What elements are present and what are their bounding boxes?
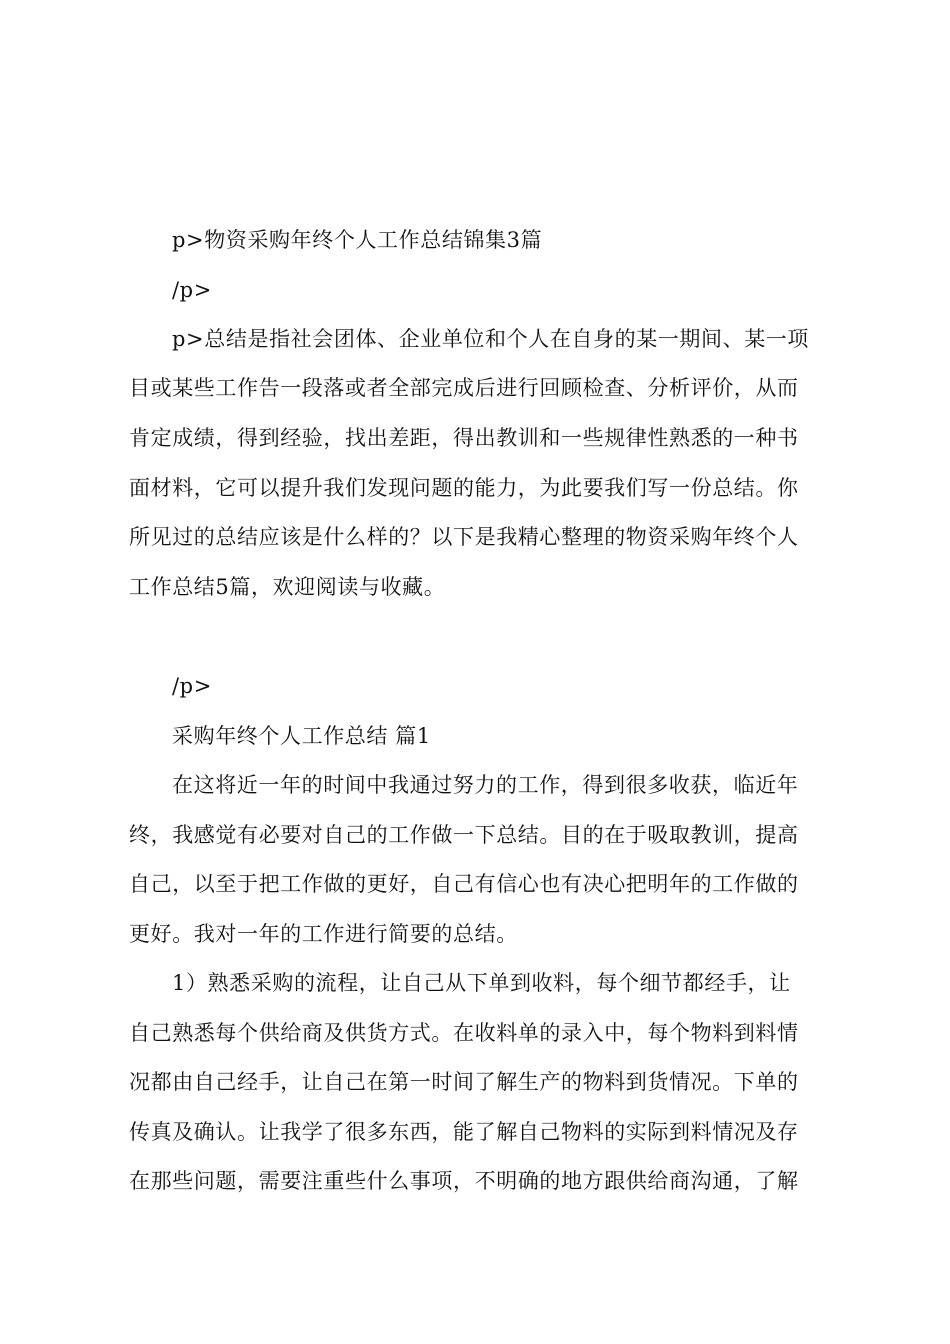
document-title: p>物资采购年终个人工作总结锦集3篇: [172, 228, 543, 252]
text-line: /p>: [172, 278, 212, 302]
text-line: 所见过的总结应该是什么样的？以下是我精心整理的物资采购年终个人: [129, 525, 799, 549]
text-line: 传真及确认。让我学了很多东西，能了解自己物料的实际到料情况及存: [129, 1120, 799, 1144]
text-line: 在那些问题，需要注重些什么事项，不明确的地方跟供给商沟通，了解: [129, 1169, 799, 1193]
text-line: 自己，以至于把工作做的更好，自己有信心也有决心把明年的工作做的: [129, 872, 799, 896]
text-line: 面材料，它可以提升我们发现问题的能力，为此要我们写一份总结。你: [129, 476, 799, 500]
text-line: 在这将近一年的时间中我通过努力的工作，得到很多收获，临近年: [172, 773, 799, 797]
text-line: 更好。我对一年的工作进行简要的总结。: [129, 922, 518, 946]
text-line: 况都由自己经手，让自己在第一时间了解生产的物料到货情况。下单的: [129, 1070, 799, 1094]
text-line: p>总结是指社会团体、企业单位和个人在自身的某一期间、某一项: [172, 327, 810, 351]
text-line: 目或某些工作告一段落或者全部完成后进行回顾检查、分析评价，从而: [129, 376, 799, 400]
text-line: 终，我感觉有必要对自己的工作做一下总结。目的在于吸取教训，提高: [129, 823, 799, 847]
section-heading: 采购年终个人工作总结 篇1: [172, 724, 431, 748]
text-line: /p>: [172, 674, 212, 698]
text-line: 工作总结5篇，欢迎阅读与收藏。: [129, 575, 446, 599]
text-line: 自己熟悉每个供给商及供货方式。在收料单的录入中，每个物料到料情: [129, 1021, 799, 1045]
text-line: 肯定成绩，得到经验，找出差距，得出教训和一些规律性熟悉的一种书: [129, 426, 799, 450]
text-line: 1）熟悉采购的流程，让自己从下单到收料，每个细节都经手，让: [172, 971, 791, 995]
